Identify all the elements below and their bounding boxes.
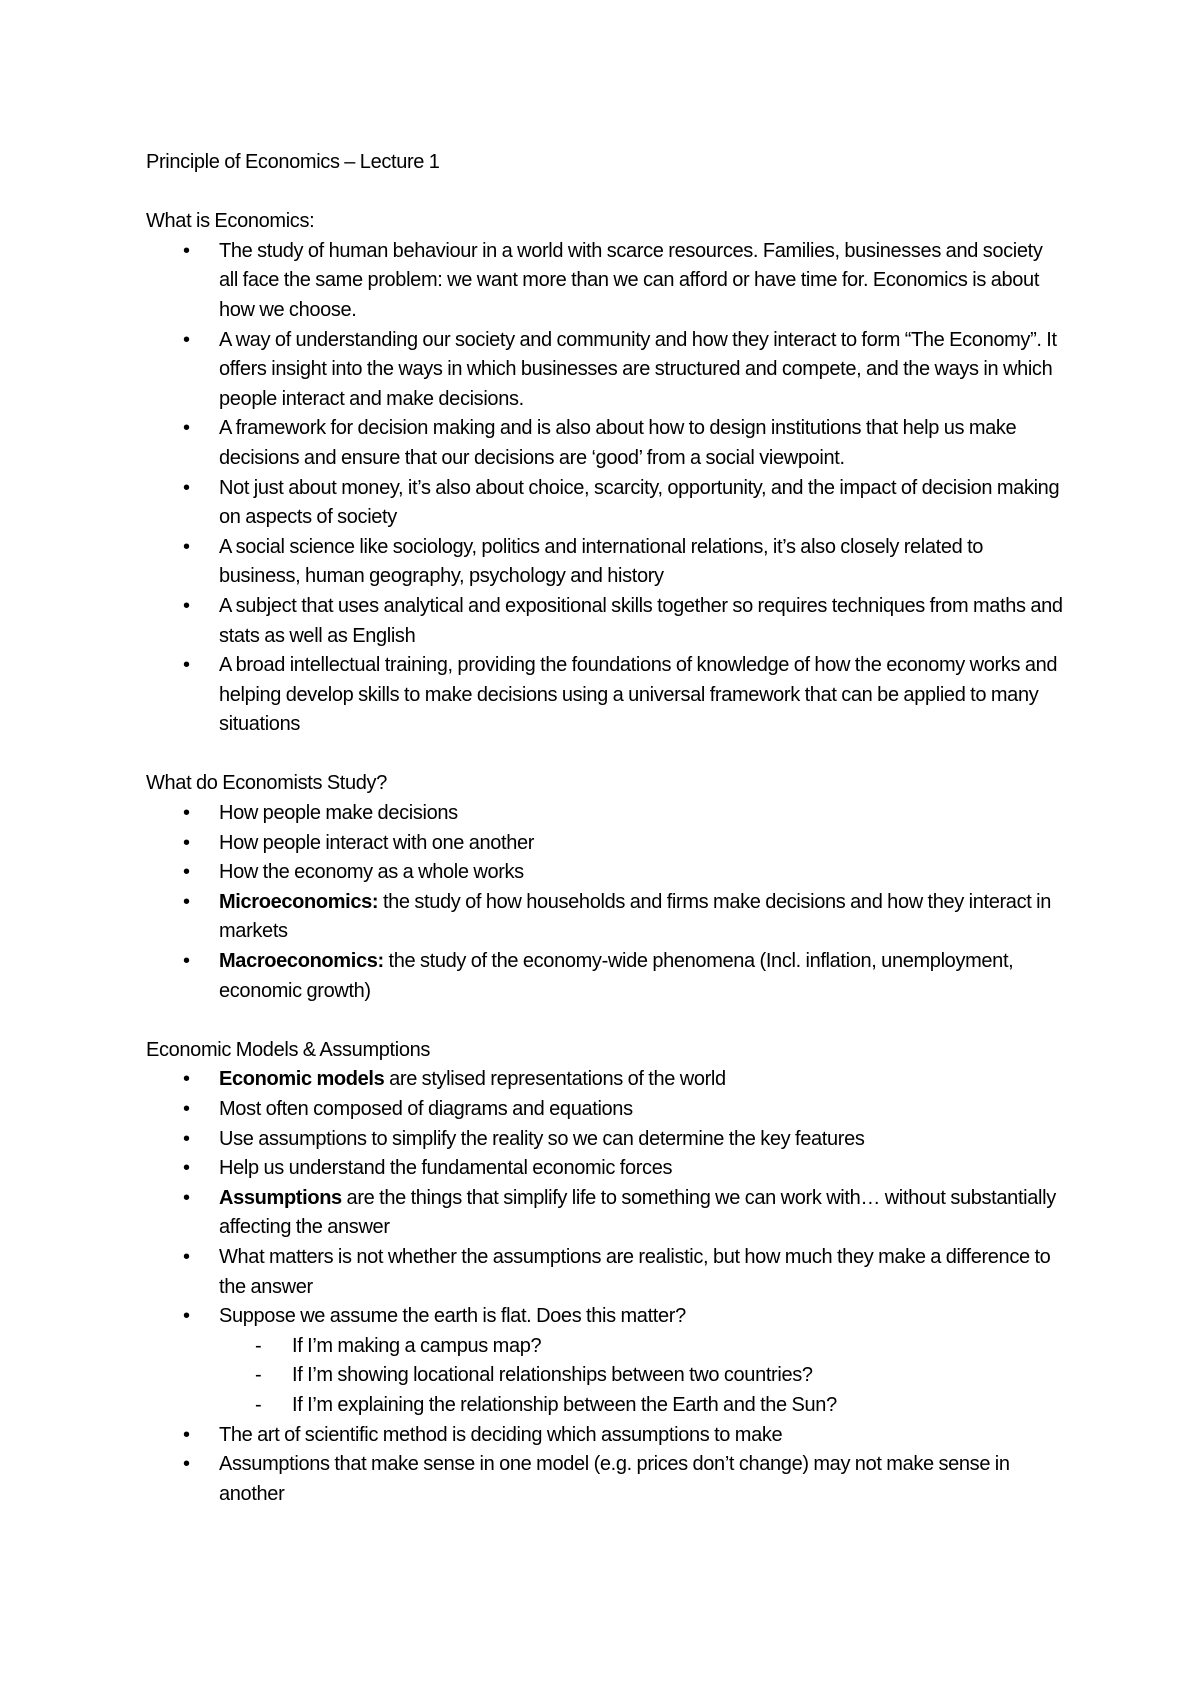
section-what-is-economics <box>146 207 1066 740</box>
list-item: • Help us understand the fundamental economic forces <box>146 1154 1066 1184</box>
list-item: • A way of understanding our society and community and how they interact to form “The Economy”. It offers insight into the ways in which businesses are structured and compete, and the ways in which people interact and make decisions. <box>146 326 1066 415</box>
list-item: • Not just about money, it’s also about choice, scarcity, opportunity, and the impact of decision making on aspects of society <box>146 474 1066 533</box>
list-item: • Assumptions that make sense in one model (e.g. prices don’t change) may not make sense in another <box>146 1450 1066 1509</box>
list-item: • Economic models are stylised representations of the world <box>146 1065 1066 1095</box>
section-economic-models <box>146 1036 1066 1510</box>
section-heading: Economic Models & Assumptions <box>146 1038 431 1061</box>
list-item: • A social science like sociology, politics and international relations, it’s also closely related to business, human geography, psychology and history <box>146 533 1066 592</box>
section-heading: What is Economics: <box>146 210 315 233</box>
list-item: • What matters is not whether the assumptions are realistic, but how much they make a difference to the answer <box>146 1243 1066 1302</box>
section-what-do-economists-study <box>146 769 1066 1006</box>
list-item: • Assumptions are the things that simplify life to something we can work with… without substantially affecting the answer <box>146 1184 1066 1243</box>
page-title: Principle of Economics – Lecture 1 <box>146 151 440 173</box>
list-item: • A broad intellectual training, providing the foundations of knowledge of how the economy works and helping develop skills to make decisions using a universal framework that can be applied to many situations <box>146 651 1066 740</box>
bullet-list <box>146 1065 1066 1509</box>
bullet-list <box>146 237 1066 740</box>
term-macroeconomics: Macroeconomics: <box>219 950 384 973</box>
section-heading: What do Economists Study? <box>146 772 387 795</box>
list-item: • How people interact with one another <box>146 829 1066 859</box>
sub-list-item: - If I’m making a campus map? <box>219 1332 1066 1362</box>
bullet-list <box>146 799 1066 1006</box>
list-item: • How the economy as a whole works <box>146 858 1066 888</box>
sub-list-item: - If I’m showing locational relationships between two countries? <box>219 1361 1066 1391</box>
list-item: • The art of scientific method is deciding which assumptions to make <box>146 1421 1066 1451</box>
list-item: • A framework for decision making and is also about how to design institutions that help us make decisions and ensure that our decisions are ‘good’ from a social viewpoint. <box>146 414 1066 473</box>
list-item: • The study of human behaviour in a world with scarce resources. Families, businesses and society all face the same problem: we want more than we can afford or have time for. Economics is about how we choose. <box>146 237 1066 326</box>
document-content <box>146 148 1066 1539</box>
list-item: • Use assumptions to simplify the reality so we can determine the key features <box>146 1125 1066 1155</box>
list-item: • How people make decisions <box>146 799 1066 829</box>
list-item: • Suppose we assume the earth is flat. Does this matter? - If I’m making a campus map? - If I’m showing locational relationships between two countries? - If I’m explaining the relationship between the Earth and the Sun? <box>146 1302 1066 1420</box>
term-assumptions: Assumptions <box>219 1186 342 1209</box>
list-item: • Microeconomics: the study of how households and firms make decisions and how they interact in markets <box>146 888 1066 947</box>
term-microeconomics: Microeconomics: <box>219 890 379 913</box>
list-item: • A subject that uses analytical and expositional skills together so requires techniques from maths and stats as well as English <box>146 592 1066 651</box>
term-economic-models: Economic models <box>219 1068 385 1091</box>
list-item: • Macroeconomics: the study of the economy-wide phenomena (Incl. inflation, unemployment, economic growth) <box>146 947 1066 1006</box>
sub-list-item: - If I’m explaining the relationship between the Earth and the Sun? <box>219 1391 1066 1421</box>
list-item: • Most often composed of diagrams and equations <box>146 1095 1066 1125</box>
sub-list <box>219 1332 1066 1421</box>
